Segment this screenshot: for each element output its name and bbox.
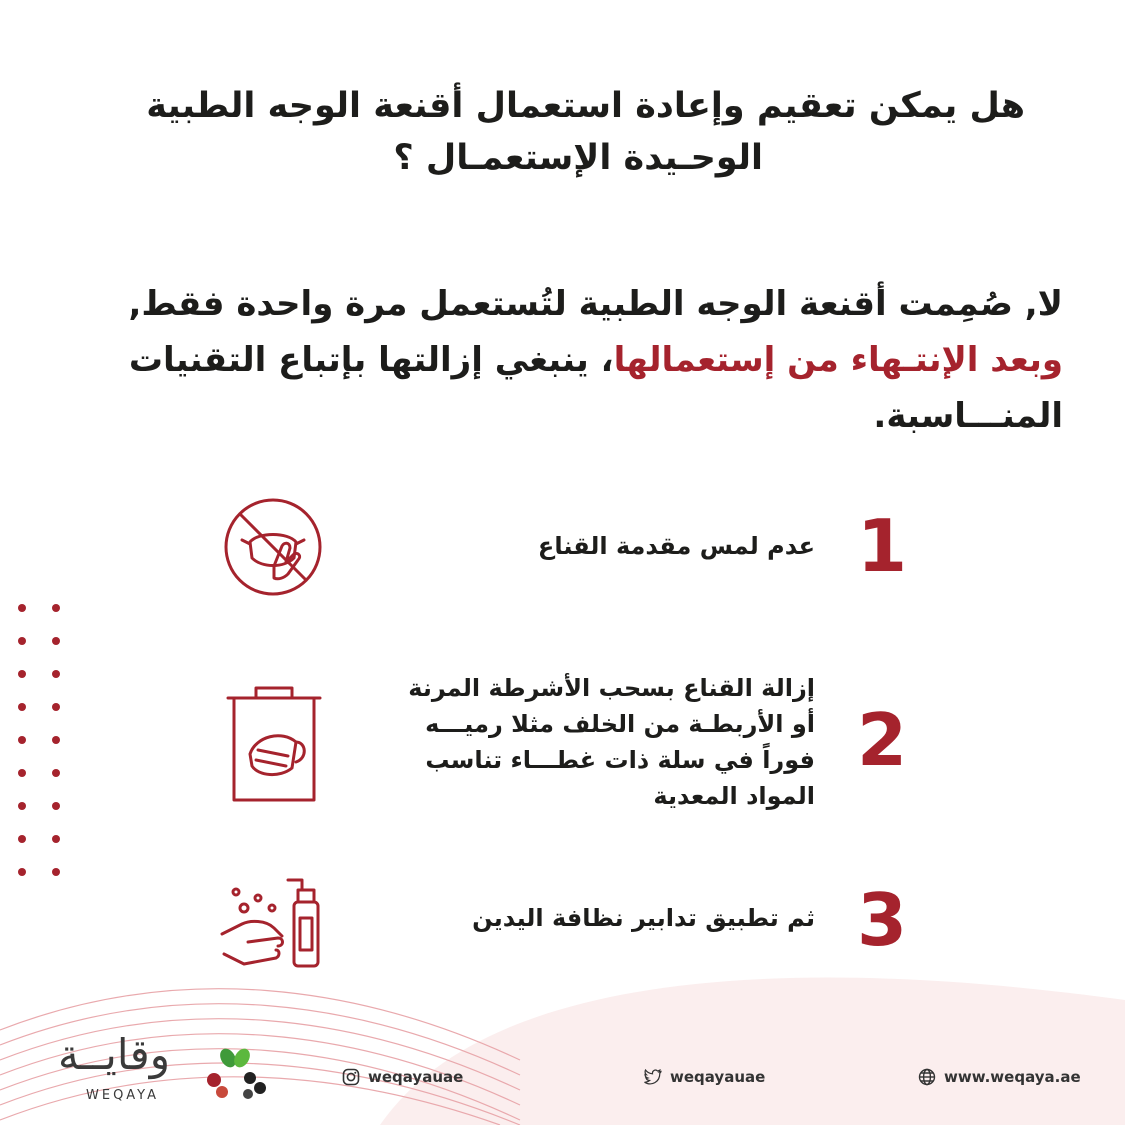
step-2-line-3: فوراً في سلة ذات غطـــاء تناسب — [425, 746, 815, 774]
hand-washing-icon — [218, 872, 322, 972]
decorative-dots — [14, 598, 74, 882]
step-2-number: 2 — [856, 698, 908, 782]
answer-highlight: وبعد الإنتـهاء من إستعمالها — [613, 340, 1063, 380]
answer-line-1: لا, صُمِمت أقنعة الوجه الطبية لتُستعمل مرة واحدة فقط, — [128, 284, 1063, 324]
instagram-icon — [342, 1068, 360, 1086]
step-3-text — [385, 900, 815, 936]
step-2-line-4: المواد المعدية — [653, 782, 815, 810]
mask-in-bin-icon — [226, 658, 322, 804]
website-link[interactable] — [918, 1068, 1081, 1086]
step-2-text — [385, 670, 815, 814]
weqaya-logo-mark-icon — [198, 1046, 270, 1102]
step-1-text — [385, 528, 815, 564]
step-3-line: ثم تطبيق تدابير نظافة اليدين — [472, 904, 815, 932]
title-line-2: الوحـيدة الإستعمـال ؟ — [393, 138, 763, 178]
logo-arabic: وقايــة — [58, 1030, 170, 1079]
globe-icon — [918, 1068, 936, 1086]
instagram-handle: weqayauae — [368, 1068, 464, 1086]
step-3-number: 3 — [856, 878, 908, 962]
no-touching-mask-icon — [222, 496, 324, 598]
answer-paragraph — [63, 276, 1063, 444]
instagram-link[interactable] — [342, 1068, 463, 1086]
step-2-line-2: أو الأربطـة من الخلف مثلا رميـــه — [425, 710, 815, 738]
logo-english: WEQAYA — [86, 1088, 160, 1103]
twitter-handle: weqayauae — [670, 1068, 766, 1086]
answer-line-2 — [63, 332, 1063, 388]
step-2-line-1: إزالة القناع بسحب الأشرطة المرنة — [408, 674, 815, 702]
page-title — [85, 80, 1025, 184]
title-line-1: هل يمكن تعقيم وإعادة استعمال أقنعة الوجه الطبية — [146, 86, 1025, 126]
answer-line-3: المنـــاسبة. — [873, 396, 1063, 436]
website-url: www.weqaya.ae — [944, 1068, 1081, 1086]
step-1-number: 1 — [856, 504, 908, 588]
twitter-link[interactable] — [644, 1068, 765, 1086]
step-1-line: عدم لمس مقدمة القناع — [537, 532, 815, 560]
twitter-icon — [644, 1069, 662, 1085]
answer-line-2-rest: ، ينبغي إزالتها بإتباع التقنيات — [128, 340, 614, 380]
